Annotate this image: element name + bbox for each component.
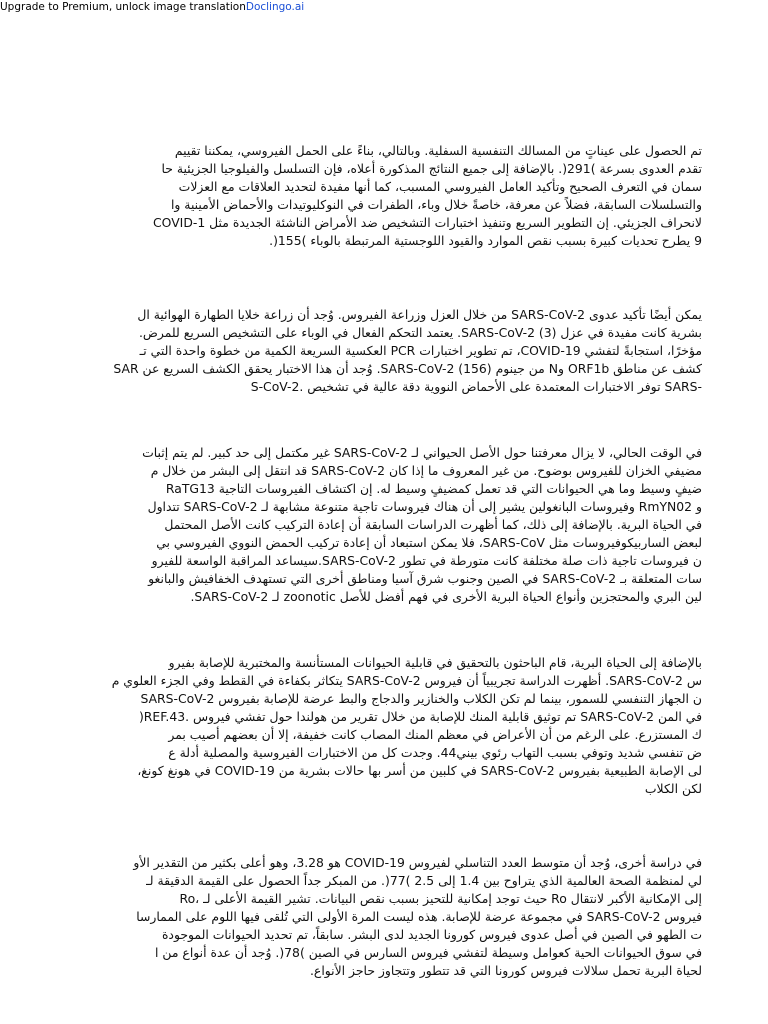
- doclingo-link[interactable]: Doclingo.ai: [245, 1, 305, 13]
- text-line: ك المستزرع. على الرغم من أن الأعراض في معظم المنك المصاب كانت خفيفة، إلا أن بعضهم أصيب بمر: [168, 727, 702, 742]
- premium-upgrade-banner: [0, 0, 304, 14]
- text-line: بشرية كانت مفيدة في عزل SARS-CoV-2 (3). يعتمد التحكم الفعال في الوباء على التشخيص السريع للمرض.: [138, 325, 702, 340]
- text-line: لبعض الساربيكوفيروسات مثل SARS-CoV، فلا يمكن استبعاد أن إعادة تركيب الحمض النووي الفيروسي بي: [156, 535, 702, 550]
- text-line: لين البري والمحتجزين وأنواع الحياة البرية الأخرى في فهم أفضل للأصل zoonotic لـ SARS-CoV-2.: [190, 589, 702, 604]
- text-line: في الحياة البرية. بالإضافة إلى ذلك، كما أظهرت الدراسات السابقة أن إعادة التركيب كانت الأصل المحتمل: [164, 517, 702, 532]
- text-line: ضيفٍ وسيط وما هي الحيوانات التي قد تعمل كمضيفٍ وسيط له. إن اكتشاف الفيروسات التاجية RaTG13: [165, 481, 702, 496]
- text-line: )REF.43. تم توثيق قابلية المنك للإصابة من خلال تقرير من هولندا حول تفشي فيروس SARS-CoV-2 في المن: [138, 709, 702, 724]
- text-line: ن الجهاز التنفسي للسمور، بينما لم تكن الكلاب والخنازير والدجاج والبط عرضة للإصابة بفيروس SARS-CoV-2: [140, 691, 702, 706]
- text-line: بالإضافة إلى الحياة البرية، قام الباحثون بالتحقيق في قابلية الحيوانات المستأنسة والمختبرية للإصابة بفيرو: [168, 655, 702, 670]
- text-line: ن فيروسات تاجية ذات صلة مختلفة كانت متورطة في تطور SARS-CoV-2.سيساعد المراقبة الواسعة للفيرو: [151, 553, 702, 568]
- document-body: [96, 142, 702, 980]
- text-line: سات المتعلقة بـ SARS-CoV-2 في الصين وجنوب شرق آسيا ومناطق أخرى التي تستهدف الخفافيش والبانغو: [148, 571, 702, 586]
- text-line: ض تنفسي شديد وتوفي بسبب التهاب رئوي بيني44. وجدت كل من الاختبارات الفيروسية والمصلية أدلة ع: [168, 745, 702, 760]
- text-line: لى الإصابة الطبيعية بفيروس SARS-CoV-2 في كلبين من أسر بها حالات بشرية من COVID-19 في هونغ كونغ،: [137, 763, 702, 778]
- text-line: مؤخرًا، استجابةً لتفشي COVID-19، تم تطوير اختبارات PCR العكسية السريعة الكمية من خطوة واحدة التي تـ: [139, 343, 702, 358]
- text-line: و RmYN02 وفيروسات البانغولين يشير إلى أن هناك فيروسات تاجية متنوعة مشابهة لـ SARS-CoV-2 تتداول: [147, 499, 702, 514]
- paragraph-5: [96, 854, 702, 980]
- text-line: لي لمنظمة الصحة العالمية الذي يتراوح بين 1.4 إلى 2.5 )77(. من المبكر جداً الحصول على القيمة الدقيقة لـ: [146, 873, 702, 888]
- text-line: مضيفي الخزان للفيروس بوضوح. من غير المعروف ما إذا كان SARS-CoV-2 قد انتقل إلى البشر من خلال م: [150, 463, 702, 478]
- text-line: والتسلسلات السابقة، فضلاً عن معرفة، خاصةً خلال وباء، الطفرات في النوكليوتيدات والأحماض الأمينية وا: [170, 197, 702, 212]
- text-line: لانحراف الجزيئي. إن التطوير السريع وتنفيذ اختبارات التشخيص ضد الأمراض الناشئة الجديدة مثل COVID-1: [153, 215, 702, 230]
- text-line: تم الحصول على عيناتٍ من المسالك التنفسية السفلية. وبالتالي، بناءً على الحمل الفيروسي، يمكننا تقييم: [174, 143, 702, 158]
- paragraph-1: [96, 142, 702, 250]
- text-line: ت الطهو في الصين في أصل عدوى فيروس كورونا الجديد لدى البشر. سابقاً، تم تحديد الحيوانات الموجودة: [161, 927, 702, 942]
- text-line: س SARS-CoV-2. أظهرت الدراسة تجريبياً أن فيروس SARS-CoV-2 يتكاثر بكفاءة في القطط وفي الجزء العلوي م: [111, 673, 702, 688]
- paragraph-4: [96, 654, 702, 798]
- text-line: يمكن أيضًا تأكيد عدوى SARS-CoV-2 من خلال العزل وزراعة الفيروس. وُجد أن زراعة خلايا الطهارة الهوائية ال: [137, 307, 702, 322]
- text-line: في سوق الحيوانات الحية كعوامل وسيطة لتفشي فيروس السارس في الصين )78(. وُجد أن عدة أنواع من ا: [155, 945, 702, 960]
- text-line: لحياة البرية تحمل سلالات فيروس كورونا التي قد تتطور وتتجاوز حاجز الأنواع.: [309, 963, 702, 978]
- text-line: في دراسة أخرى، وُجد أن متوسط العدد التناسلي لفيروس COVID-19 هو 3.28، وهو أعلى بكثير من التقدير الأو: [133, 855, 702, 870]
- text-line: تقدم العدوى بسرعة )291(. بالإضافة إلى جميع النتائج المذكورة أعلاه، فإن التسلسل والفيلوجيا الجزيئية حا: [161, 161, 702, 176]
- text-line: فيروس SARS-CoV-2 في مجموعة عرضة للإصابة. هذه ليست المرة الأولى التي تُلقى فيها اللوم على الممارسا: [136, 909, 702, 924]
- text-line: لكن الكلاب: [644, 781, 702, 796]
- text-line: في الوقت الحالي، لا يزال معرفتنا حول الأصل الحيواني لـ SARS-CoV-2 غير مكتمل إلى حد كبير. لم يتم إثبات: [142, 445, 702, 460]
- text-line: 9 يطرح تحديات كبيرة بسبب نقص الموارد والقيود اللوجستية المرتبطة بالوباء )155(.: [269, 233, 702, 248]
- text-line: S-CoV-2. توفر الاختبارات المعتمدة على الأحماض النووية دقة عالية في تشخيص SARS-: [250, 379, 702, 394]
- text-line: سمان في التعرف الصحيح وتأكيد العامل الفيروسي المسبب، كما أنها مفيدة لتحديد العلاقات مع العزلات: [178, 179, 702, 194]
- text-line: Ro، حيث توجد إمكانية للتحيز بسبب نقص البيانات. تشير القيمة الأعلى لـ Ro إلى الإمكانية الأكبر لانتقال: [179, 891, 702, 906]
- text-line: كشف عن مناطق ORF1b وN من جينوم SARS-CoV-2 (156). وُجد أن هذا الاختبار يحقق الكشف السريع عن SAR: [113, 361, 702, 376]
- paragraph-2: [96, 306, 702, 396]
- paragraph-3: [96, 444, 702, 606]
- banner-text: Upgrade to Premium, unlock image translation: [0, 1, 246, 13]
